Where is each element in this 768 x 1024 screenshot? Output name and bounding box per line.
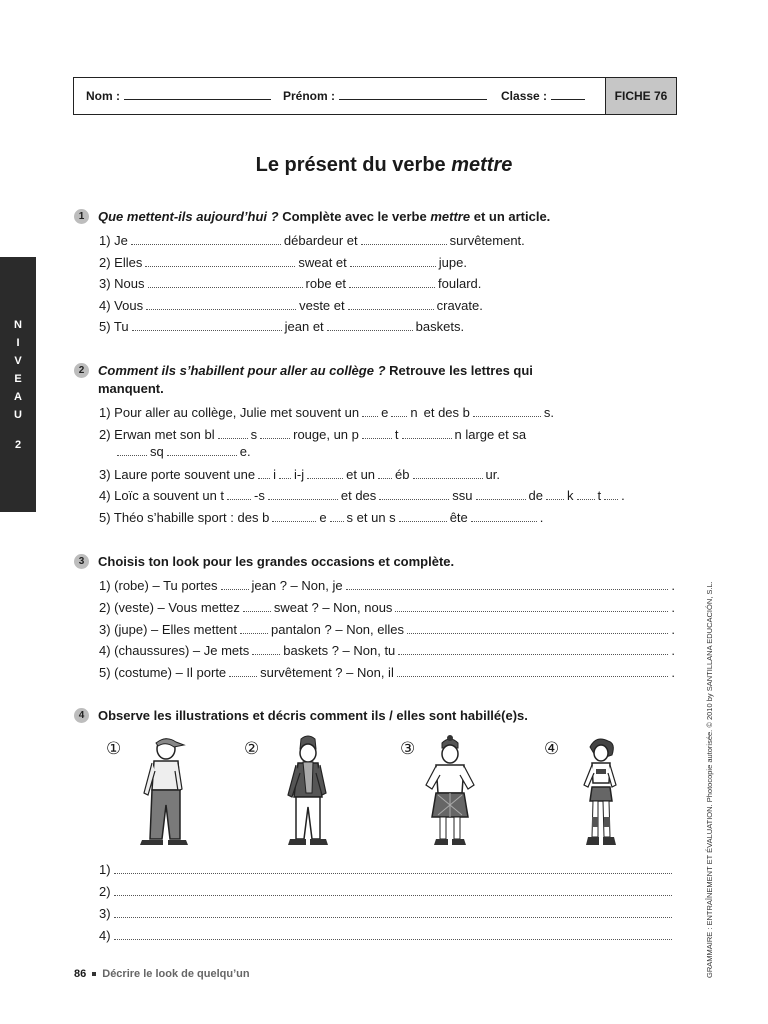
blank[interactable] — [218, 427, 248, 439]
item-text: . — [671, 622, 675, 637]
niveau-letter: U — [14, 408, 22, 421]
blank[interactable] — [471, 510, 537, 522]
blank[interactable] — [604, 488, 618, 500]
fiche-number: FICHE 76 — [605, 78, 676, 114]
item-text: pantalon ? – Non, elles — [271, 622, 404, 637]
ex3-heading — [74, 553, 634, 571]
blank[interactable] — [327, 319, 413, 331]
item-text: s. — [543, 405, 555, 420]
nom-field — [86, 89, 271, 103]
blank[interactable] — [272, 510, 316, 522]
item-text: 4) Loïc a souvent un t — [99, 488, 225, 503]
item-text: 1) Je — [99, 233, 128, 248]
item-text: foulard. — [438, 276, 482, 291]
item-text: robe et — [305, 276, 347, 291]
item-text: jupe. — [438, 255, 467, 270]
ex4-answer-2 — [99, 884, 675, 899]
item-text: 3) — [99, 906, 111, 921]
item-text: ête — [449, 510, 468, 525]
ex1-item-2 — [99, 254, 467, 272]
blank[interactable] — [361, 233, 447, 245]
item-text: . — [671, 643, 675, 658]
item-text: rouge, un p — [293, 427, 359, 442]
item-text: . — [671, 578, 675, 593]
classe-field — [501, 89, 585, 103]
ex2-item-1 — [99, 404, 554, 422]
item-text: e — [381, 405, 389, 420]
item-text: débardeur et — [283, 233, 358, 248]
niveau-number: 2 — [14, 438, 22, 451]
item-text: sweat et — [298, 255, 347, 270]
ex2-item-5 — [99, 509, 543, 527]
item-text: 2) (veste) – Vous mettez — [99, 600, 240, 615]
niveau-letter: E — [14, 372, 22, 385]
blank[interactable] — [407, 622, 668, 634]
blank[interactable] — [395, 600, 668, 612]
item-text: 3) Nous — [99, 276, 145, 291]
item-text: s — [250, 427, 258, 442]
blank[interactable] — [473, 405, 541, 417]
ex1-question: Que mettent-ils aujourd’hui ? — [98, 209, 279, 224]
item-text: 3) Laure porte souvent une — [99, 467, 256, 482]
blank[interactable] — [346, 578, 669, 590]
blank[interactable] — [227, 488, 251, 500]
item-text: baskets ? – Non, tu — [283, 643, 396, 658]
item-text: 4) — [99, 928, 111, 943]
item-text: de — [528, 488, 543, 503]
figure-number-2: ② — [244, 739, 260, 758]
blank[interactable] — [243, 600, 271, 612]
blank[interactable] — [348, 298, 434, 310]
ex1-item-1 — [99, 232, 525, 250]
ex3-item-4 — [99, 642, 675, 660]
item-text: n large et sa — [454, 427, 527, 442]
footer-text: Décrire le look de quelqu’un — [102, 968, 250, 980]
blank[interactable] — [117, 444, 147, 456]
item-text: . — [671, 665, 675, 680]
blank[interactable] — [362, 427, 392, 439]
page-title — [0, 154, 768, 177]
blank[interactable] — [279, 467, 291, 479]
niveau-letter: I — [16, 336, 20, 349]
blank[interactable] — [148, 276, 303, 288]
blank[interactable] — [402, 427, 452, 439]
item-text: ssu — [452, 488, 473, 503]
blank[interactable] — [362, 405, 378, 417]
item-text: 3) (jupe) – Elles mettent — [99, 622, 238, 637]
title-verb: mettre — [451, 154, 513, 176]
item-text: survêtement. — [449, 233, 525, 248]
item-text: e. — [239, 444, 251, 459]
blank[interactable] — [398, 643, 668, 655]
niveau-letter: V — [14, 354, 22, 367]
blank[interactable] — [476, 488, 526, 500]
blank[interactable] — [413, 467, 483, 479]
item-text: t — [597, 488, 602, 503]
ex1-heading — [74, 208, 634, 226]
blank[interactable] — [114, 928, 672, 940]
ex2-number: 2 — [74, 363, 89, 378]
item-text: 1) Pour aller au collège, Julie met souvent un — [99, 405, 360, 420]
ex4-heading — [74, 707, 634, 725]
figure-number-3: ③ — [400, 739, 416, 758]
ex2-instruction-end: manquent. — [98, 381, 164, 396]
blank[interactable] — [131, 233, 281, 245]
item-text: n — [410, 405, 418, 420]
nom-label: Nom : — [86, 89, 120, 103]
blank[interactable] — [378, 467, 392, 479]
item-text: 5) Théo s’habille sport : des b — [99, 510, 270, 525]
blank[interactable] — [146, 298, 296, 310]
ex2-heading — [74, 362, 634, 398]
bullet-square — [92, 972, 96, 976]
item-text: 5) (costume) – Il porte — [99, 665, 227, 680]
ex1-item-3 — [99, 275, 481, 293]
blank[interactable] — [350, 255, 436, 267]
page-number: 86 — [74, 968, 87, 980]
item-text: 2) Elles — [99, 255, 143, 270]
item-text: -s — [254, 488, 265, 503]
blank[interactable] — [258, 467, 270, 479]
item-text: baskets. — [415, 319, 465, 334]
figure-number-1: ① — [106, 739, 122, 758]
item-text: 4) (chaussures) – Je mets — [99, 643, 250, 658]
prenom-label: Prénom : — [283, 89, 336, 103]
classe-label: Classe : — [501, 89, 548, 103]
ex1-verb: mettre — [430, 209, 471, 224]
ex2-item-4 — [99, 487, 625, 505]
item-text: i-j — [294, 467, 305, 482]
ex3-item-1 — [99, 577, 675, 595]
item-text: et un — [346, 467, 376, 482]
blank[interactable] — [132, 319, 282, 331]
blank[interactable] — [167, 444, 237, 456]
item-text: e — [319, 510, 327, 525]
ex1-number: 1 — [74, 209, 89, 224]
header-box — [73, 77, 677, 115]
item-text: jean et — [284, 319, 324, 334]
blank[interactable] — [114, 906, 672, 918]
ex4-answer-3 — [99, 906, 675, 921]
figure-girl-illustration — [560, 735, 640, 850]
ex2-question: Comment ils s’habillent pour aller au collège ? — [98, 363, 386, 378]
item-text: jean ? – Non, je — [251, 578, 343, 593]
item-text: 4) Vous — [99, 298, 144, 313]
prenom-input-line[interactable] — [339, 89, 487, 100]
ex2-item-2 — [99, 426, 526, 444]
blank[interactable] — [330, 510, 344, 522]
ex1-instruction: Complète avec le verbe — [282, 209, 427, 224]
ex2-instruction: Retrouve les lettres qui — [389, 363, 533, 378]
niveau-tab — [0, 257, 36, 512]
ex1-item-5 — [99, 318, 464, 336]
ex2-item-3 — [99, 466, 500, 484]
item-text: t — [394, 427, 399, 442]
niveau-letter: A — [14, 390, 22, 403]
item-text: veste et — [299, 298, 345, 313]
ex3-item-5 — [99, 664, 675, 682]
blank[interactable] — [399, 510, 447, 522]
item-text: . — [671, 600, 675, 615]
blank[interactable] — [391, 405, 407, 417]
item-text: i — [273, 467, 276, 482]
item-text: 5) Tu — [99, 319, 129, 334]
figure-boy-cap-illustration — [128, 735, 208, 850]
blank[interactable] — [114, 862, 672, 874]
blank[interactable] — [240, 622, 268, 634]
item-text: sweat ? – Non, nous — [273, 600, 393, 615]
item-text: s et un s — [346, 510, 396, 525]
nom-input-line[interactable] — [124, 89, 271, 100]
ex3-item-2 — [99, 599, 675, 617]
blank[interactable] — [349, 276, 435, 288]
ex4-number: 4 — [74, 708, 89, 723]
ex3-item-3 — [99, 621, 675, 639]
copyright-credit: GRAMMAIRE : ENTRAÎNEMENT ET ÉVALUATION. Photocopie autorisée. © 2010 by SANTILLANA EDUCACIÓN, S.L. — [705, 581, 714, 978]
blank[interactable] — [268, 488, 338, 500]
ex3-number: 3 — [74, 554, 89, 569]
item-text: survêtement ? – Non, il — [260, 665, 394, 680]
niveau-letter: N — [14, 318, 22, 331]
item-text: . — [539, 510, 544, 525]
item-text: 1) (robe) – Tu portes — [99, 578, 218, 593]
blank[interactable] — [577, 488, 595, 500]
blank[interactable] — [546, 488, 564, 500]
blank[interactable] — [229, 665, 257, 677]
classe-input-line[interactable] — [551, 89, 585, 100]
prenom-field — [283, 89, 487, 103]
figure-boy-kilt-illustration — [410, 735, 490, 850]
blank[interactable] — [379, 488, 449, 500]
item-text: 2) Erwan met son bl — [99, 427, 215, 442]
item-text: 2) — [99, 884, 111, 899]
blank[interactable] — [114, 884, 672, 896]
blank[interactable] — [260, 427, 290, 439]
ex2-item-2-cont — [117, 443, 251, 461]
figure-boy-scarf-illustration — [268, 735, 348, 850]
blank[interactable] — [397, 665, 669, 677]
ex4-instruction: Observe les illustrations et décris comment ils / elles sont habillé(e)s. — [98, 708, 528, 723]
item-text: k — [567, 488, 574, 503]
blank[interactable] — [145, 255, 295, 267]
ex1-item-4 — [99, 297, 483, 315]
item-text: . — [621, 488, 625, 503]
item-text: ur. — [485, 467, 500, 482]
ex3-instruction: Choisis ton look pour les grandes occasions et complète. — [98, 554, 455, 569]
ex4-answer-4 — [99, 928, 675, 943]
item-text: sq — [150, 444, 164, 459]
blank[interactable] — [307, 467, 343, 479]
item-text: et des — [340, 488, 377, 503]
page-footer — [74, 968, 250, 980]
title-main: Le présent du verbe — [255, 154, 446, 176]
figure-number-4: ④ — [544, 739, 560, 758]
blank[interactable] — [252, 643, 280, 655]
item-text: cravate. — [436, 298, 483, 313]
ex1-instruction-end: et un article. — [473, 209, 551, 224]
item-text: éb — [395, 467, 410, 482]
item-text: 1) — [99, 862, 111, 877]
blank[interactable] — [221, 578, 249, 590]
item-text: et des b — [423, 405, 470, 420]
ex4-answer-1 — [99, 862, 675, 877]
